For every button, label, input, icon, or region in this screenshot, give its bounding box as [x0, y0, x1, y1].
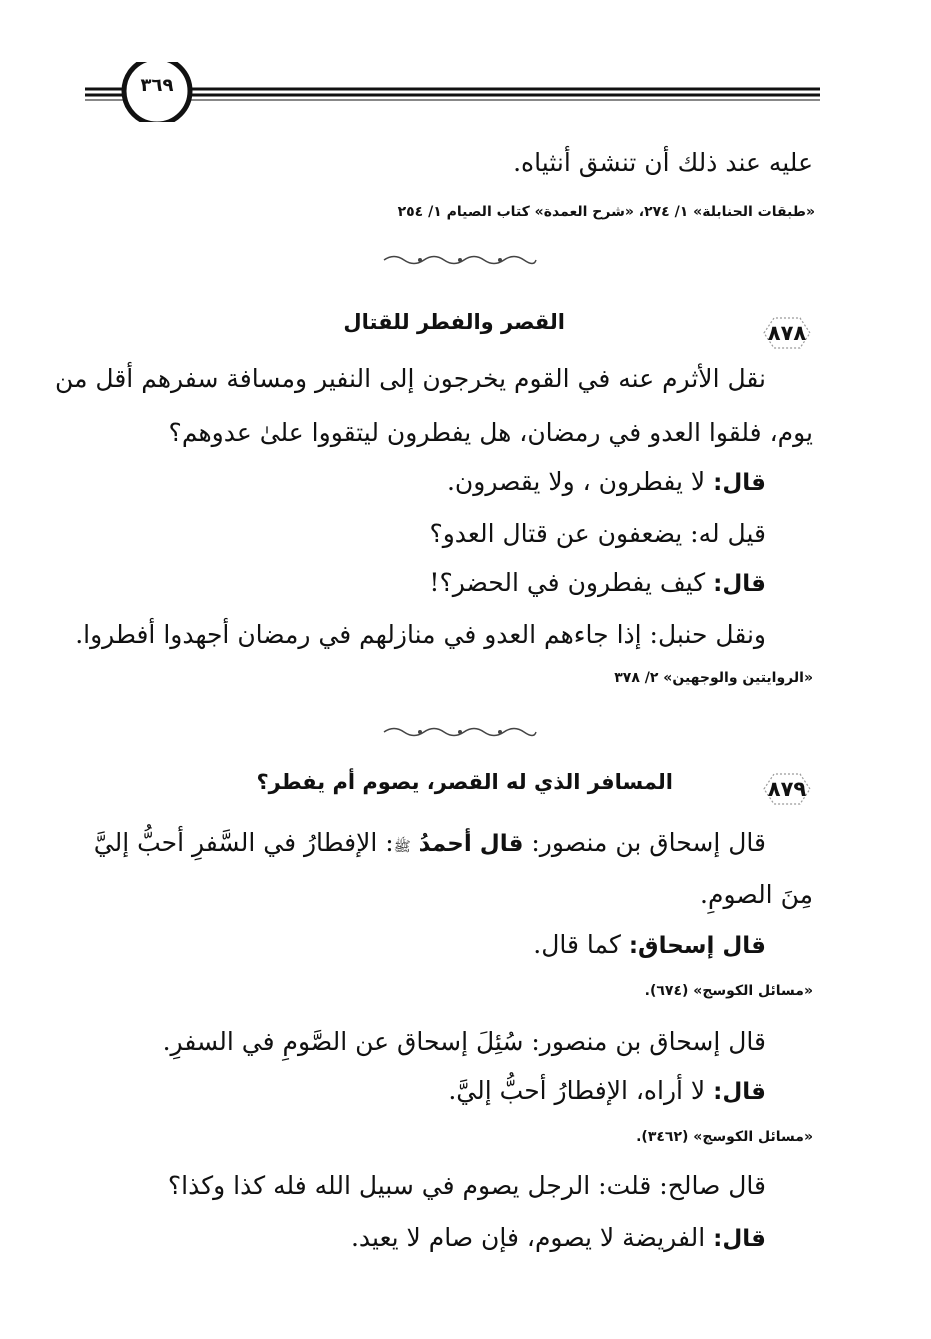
- paragraph-line: يوم، فلقوا العدو في رمضان، هل يفطرون ليتقووا علىٰ عدوهم؟: [168, 418, 813, 447]
- paragraph-line: ونقل حنبل: إذا جاءهم العدو في منازلهم في رمضان أجهدوا أفطروا.: [75, 620, 766, 649]
- answer-text: كيف يفطرون في الحضر؟!: [429, 568, 706, 597]
- speaker-label: قال:: [713, 1079, 766, 1105]
- section-reference: «الروايتين والوجهين» ٢/ ٣٧٨: [614, 670, 813, 686]
- paragraph-line: قال صالح: قلت: الرجل يصوم في سبيل الله فله كذا وكذا؟: [167, 1171, 766, 1200]
- answer-text: كما قال.: [533, 930, 621, 959]
- paragraph-line: [66, 1076, 766, 1107]
- paragraph-line: [66, 930, 766, 961]
- section-number-badge: [758, 768, 816, 810]
- paragraph-line: مِنَ الصومِ.: [700, 880, 813, 909]
- paragraph-line: [66, 568, 766, 599]
- paragraph-line: قال إسحاق بن منصور: سُئِلَ إسحاق عن الصَّومِ في السفرِ.: [162, 1027, 766, 1056]
- text-segment: : الإفطارُ في السَّفرِ أحبُّ إليَّ: [93, 828, 394, 857]
- section-number-badge: [758, 312, 816, 354]
- intro-reference: «طبقات الحنابلة» ١/ ٢٧٤، «شرح العمدة» كتاب الصيام ١/ ٢٥٤: [397, 204, 815, 220]
- section-number: ٨٧٨: [767, 321, 807, 345]
- speaker-label: قال:: [713, 571, 766, 597]
- section-title: المسافر الذي له القصر، يصوم أم يفطر؟: [256, 770, 673, 794]
- ornament-divider: [380, 253, 540, 267]
- answer-text: لا أراه، الإفطارُ أحبُّ إليَّ.: [448, 1076, 706, 1105]
- speaker-label: قال:: [713, 1226, 766, 1252]
- intro-line: عليه عند ذلك أن تنشق أنثياه.: [513, 148, 813, 177]
- text-segment: قال إسحاق بن منصور:: [531, 828, 766, 857]
- ornament-divider: [380, 725, 540, 739]
- answer-text: الفريضة لا يصوم، فإن صام لا يعيد.: [350, 1223, 706, 1252]
- section-reference: «مسائل الكوسج» (٣٤٦٢).: [636, 1129, 813, 1145]
- paragraph-line: نقل الأثرم عنه في القوم يخرجون إلى النفير ومسافة سفرهم أقل من: [55, 364, 766, 393]
- section-reference: «مسائل الكوسج» (٦٧٤).: [644, 983, 813, 999]
- speaker-label: قال إسحاق:: [628, 933, 766, 959]
- paragraph-line: [90, 828, 766, 859]
- speaker-label: قال أحمدُ: [418, 831, 524, 857]
- section-title: القصر والفطر للقتال: [343, 310, 565, 334]
- paragraph-line: [66, 1223, 766, 1254]
- answer-text: لا يفطرون ، ولا يقصرون.: [446, 467, 706, 496]
- honorific-glyph: ﷺ: [393, 839, 411, 855]
- speaker-label: قال:: [713, 470, 766, 496]
- paragraph-line: [66, 467, 766, 498]
- paragraph-line: قيل له: يضعفون عن قتال العدو؟: [429, 519, 766, 548]
- section-number: ٨٧٩: [767, 777, 807, 801]
- page-number: ٣٦٩: [140, 75, 174, 96]
- header-rule: [85, 62, 820, 122]
